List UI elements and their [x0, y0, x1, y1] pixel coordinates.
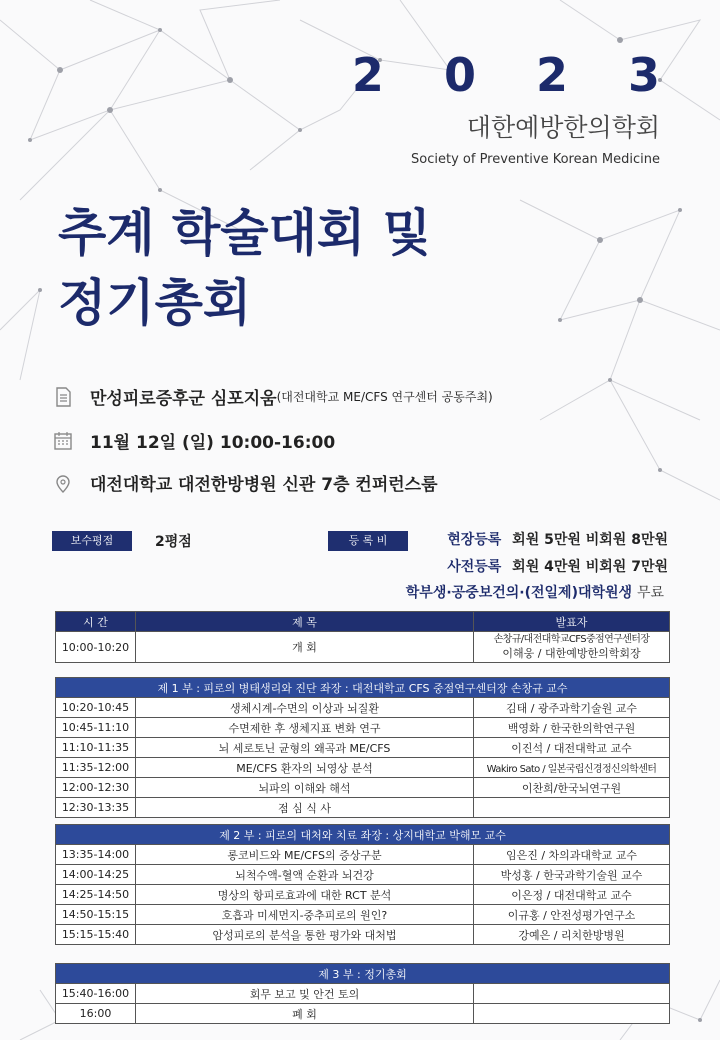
row-speaker: 김태 / 광주과학기술원 교수 — [474, 698, 670, 718]
row-title: 폐 회 — [136, 1004, 474, 1024]
table-row — [56, 905, 670, 925]
onsite-registration — [447, 529, 668, 549]
row-title: 롱코비드와 ME/CFS의 증상구분 — [136, 845, 474, 865]
row-speaker — [474, 1004, 670, 1024]
table-row — [56, 738, 670, 758]
row-speaker: 임은진 / 차의과대학교 교수 — [474, 845, 670, 865]
event-year: 2 0 2 3 — [351, 48, 682, 102]
event-datetime: 11월 12일 (일) 10:00-16:00 — [90, 433, 336, 453]
schedule-table-part3 — [55, 963, 670, 1024]
row-time: 14:50-15:15 — [56, 905, 136, 925]
onsite-fees: 회원 5만원 비회원 8만원 — [512, 532, 668, 548]
students-fee: 무료 — [636, 585, 664, 601]
row-time: 14:25-14:50 — [56, 885, 136, 905]
section-header-part2 — [56, 825, 670, 845]
row-speaker: Wakiro Sato / 일본국립신경정신의학센터 — [474, 758, 670, 778]
row-time: 15:15-15:40 — [56, 925, 136, 945]
table-row — [56, 718, 670, 738]
part2-label: 제 2 부 : 피로의 대처와 치료 좌장 : 상지대학교 박해모 교수 — [56, 825, 670, 845]
table-row — [56, 865, 670, 885]
organization-name-korean: 대한예방한의학회 — [466, 113, 660, 142]
row-title: 호흡과 미세먼지-중추피로의 원인? — [136, 905, 474, 925]
student-registration — [406, 582, 664, 602]
row-title: 수면제한 후 생체지표 변화 연구 — [136, 718, 474, 738]
row-time: 10:00-10:20 — [56, 632, 136, 663]
table-row — [56, 1004, 670, 1024]
row-title: 회무 보고 및 안건 토의 — [136, 984, 474, 1004]
schedule-table-part2 — [55, 824, 670, 945]
row-title: 뇌 세로토닌 균형의 왜곡과 ME/CFS — [136, 738, 474, 758]
section-header-part1 — [56, 678, 670, 698]
table-row — [56, 698, 670, 718]
table-row — [56, 778, 670, 798]
speaker-line-2: 이해웅 / 대한예방한의학회장 — [502, 647, 641, 660]
row-time: 11:35-12:00 — [56, 758, 136, 778]
table-row — [56, 885, 670, 905]
header-speaker: 발표자 — [474, 612, 670, 632]
header-title: 제 목 — [136, 612, 474, 632]
calendar-icon — [52, 430, 74, 452]
row-speaker: 이규홍 / 안전성평가연구소 — [474, 905, 670, 925]
page-title — [58, 198, 431, 338]
row-title: 점 심 식 사 — [136, 798, 474, 818]
row-speaker — [474, 632, 670, 663]
row-speaker: 이은정 / 대전대학교 교수 — [474, 885, 670, 905]
symposium-info — [52, 384, 493, 409]
row-time: 10:20-10:45 — [56, 698, 136, 718]
organization-name-english: Society of Preventive Korean Medicine — [411, 152, 660, 167]
title-line-2: 정기총회 — [58, 274, 252, 332]
credits-value: 2평점 — [155, 534, 192, 550]
table-row — [56, 758, 670, 778]
table-row — [56, 845, 670, 865]
row-time: 14:00-14:25 — [56, 865, 136, 885]
onsite-label: 현장등록 — [447, 532, 502, 548]
row-title: 생체시계-수면의 이상과 뇌질환 — [136, 698, 474, 718]
location-pin-icon — [52, 472, 74, 494]
students-label: 학부생·공중보건의·(전일제)대학원생 — [405, 585, 633, 601]
symposium-note: (대전대학교 ME/CFS 연구센터 공동주최) — [276, 390, 493, 404]
credits-label-badge: 보수평점 — [52, 531, 132, 551]
row-speaker: 박성홍 / 한국과학기술원 교수 — [474, 865, 670, 885]
table-row — [56, 632, 670, 663]
schedule-table-part1 — [55, 677, 670, 818]
row-title: 명상의 항피로효과에 대한 RCT 분석 — [136, 885, 474, 905]
row-time: 16:00 — [56, 1004, 136, 1024]
document-icon — [52, 386, 74, 408]
section-header-part3 — [56, 964, 670, 984]
row-time: 15:40-16:00 — [56, 984, 136, 1004]
row-time: 13:35-14:00 — [56, 845, 136, 865]
speaker-line-1: 손창규/대전대학교CFS중점연구센터장 — [493, 634, 650, 645]
date-info — [52, 428, 335, 453]
pre-fees: 회원 4만원 비회원 7만원 — [512, 559, 668, 575]
row-time: 12:30-13:35 — [56, 798, 136, 818]
venue-info — [52, 470, 438, 495]
row-speaker — [474, 984, 670, 1004]
table-row — [56, 798, 670, 818]
row-time: 12:00-12:30 — [56, 778, 136, 798]
schedule-table-opening — [55, 611, 670, 663]
row-speaker: 백영화 / 한국한의학연구원 — [474, 718, 670, 738]
row-title: 뇌파의 이해와 해석 — [136, 778, 474, 798]
symposium-title: 만성피로증후군 심포지움 — [90, 389, 277, 409]
row-speaker: 이진석 / 대전대학교 교수 — [474, 738, 670, 758]
row-speaker: 이찬희/한국뇌연구원 — [474, 778, 670, 798]
part3-label: 제 3 부 : 정기총회 — [56, 964, 670, 984]
table-row — [56, 925, 670, 945]
row-title: 암성피로의 분석을 통한 평가와 대처법 — [136, 925, 474, 945]
event-venue: 대전대학교 대전한방병원 신관 7층 컨퍼런스룸 — [90, 475, 438, 495]
pre-label: 사전등록 — [447, 559, 502, 575]
title-line-1: 추계 학술대회 및 — [58, 204, 431, 262]
row-title: ME/CFS 환자의 뇌영상 분석 — [136, 758, 474, 778]
row-time: 10:45-11:10 — [56, 718, 136, 738]
row-title: 뇌척수액-혈액 순환과 뇌건강 — [136, 865, 474, 885]
row-speaker: 강예은 / 리치한방병원 — [474, 925, 670, 945]
row-speaker — [474, 798, 670, 818]
table-header-row — [56, 612, 670, 632]
part1-label: 제 1 부 : 피로의 병태생리와 진단 좌장 : 대전대학교 CFS 중점연구센터장 손창규 교수 — [56, 678, 670, 698]
table-row — [56, 984, 670, 1004]
row-time: 11:10-11:35 — [56, 738, 136, 758]
registration-fee-badge: 등 록 비 — [328, 531, 408, 551]
row-title: 개 회 — [136, 632, 474, 663]
pre-registration — [447, 556, 668, 576]
header-time: 시 간 — [56, 612, 136, 632]
